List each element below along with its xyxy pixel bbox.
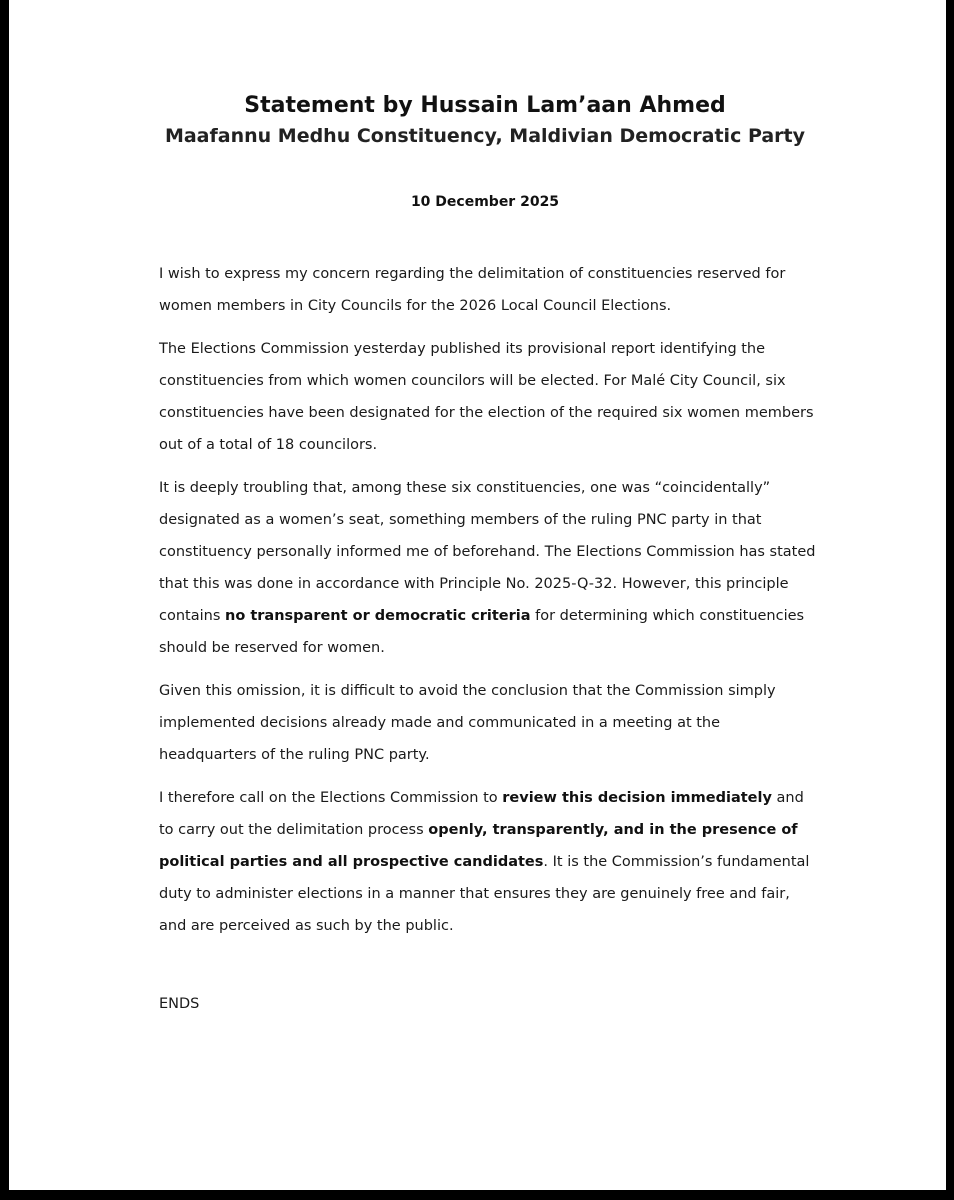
statement-title: Statement by Hussain Lam’aan Ahmed [244,93,726,118]
paragraph-4: Given this omission, it is difficult to avoid the conclusion that the Commission simply implemented decisions already made and communicated in a meeting at the headquarters of the ruling PNC party. [159,683,776,763]
statement-subtitle: Maafannu Medhu Constituency, Maldivian Democratic Party [164,125,806,147]
paragraph-5-emphasis-2: openly, transparently, and in the presence of political parties and all prospective candidates [159,822,798,870]
paragraph-3 [159,472,819,664]
paragraph-3-emphasis: no transparent or democratic criteria [225,608,531,624]
paragraph-3-text-c: for determining which constituencies should be reserved for women. [159,608,805,656]
paragraph-5 [159,782,819,942]
paragraph-3-text-a: It is deeply troubling that, among these six constituencies, one was “coincidentally” designated as a women’s seat, something members of the ruling PNC party in that constituency personally informed me of beforehand. The Elections Commission has stated that this was done in accordance with Principle No. 2025-Q-32. However, this principle contains [159,480,816,624]
paragraph-5-text-c: and to carry out the delimitation process [159,790,804,838]
paragraph-1: I wish to express my concern regarding the delimitation of constituencies reserved for women members in City Councils for the 2026 Local Council Elections. [159,266,786,314]
paragraph-2: The Elections Commission yesterday published its provisional report identifying the constituencies from which women councilors will be elected. For Malé City Council, six constituencies have been designated for the election of the required six women members out of a total of 18 councilors. [159,341,814,453]
paragraph-5-emphasis-1: review this decision immediately [502,790,772,806]
statement-date: 10 December 2025 [410,194,560,210]
statement-ends: ENDS [159,996,200,1012]
paragraph-5-text-e: . It is the Commission’s fundamental duty to administer elections in a manner that ensures they are genuinely free and fair, and are perceived as such by the public. [159,854,810,934]
statement-body [159,258,819,953]
paragraph-5-text-a: I therefore call on the Elections Commission to [159,790,503,806]
document-page [9,0,946,1190]
